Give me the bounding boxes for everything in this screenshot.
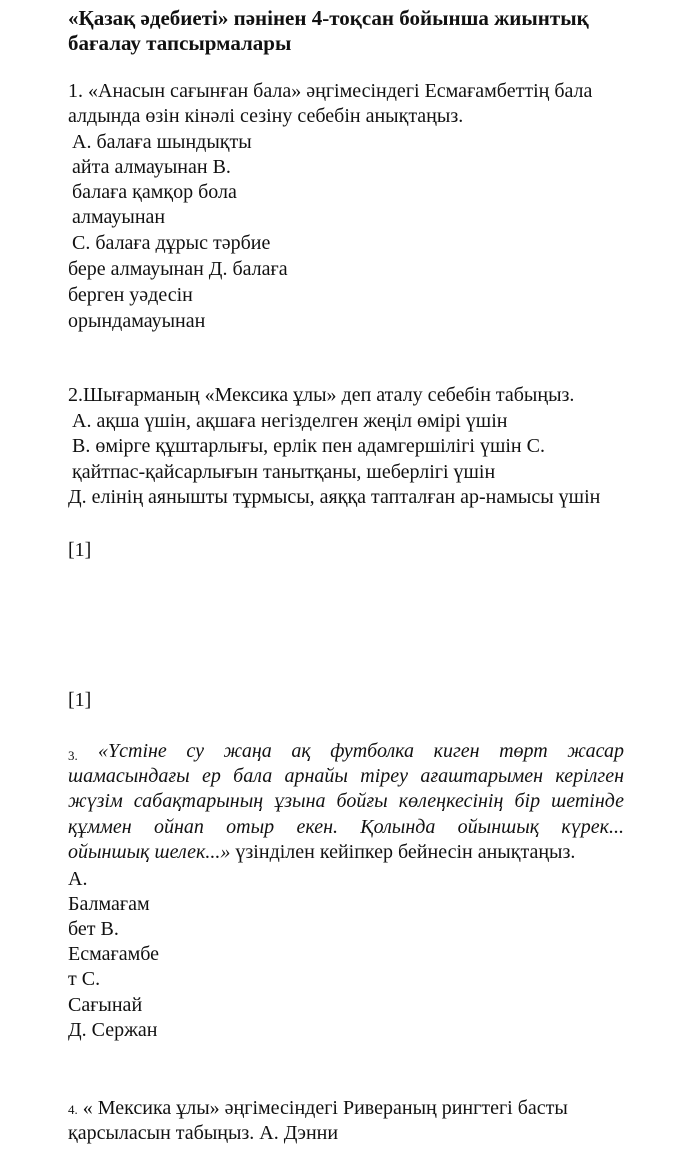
- q3-option-line: Балмағам: [68, 893, 150, 915]
- q1-option-line: бере алмауынан Д. балаға: [68, 258, 288, 280]
- q1-text-line-1: 1. «Анасын сағынған бала» әңгімесіндегі Есмағамбеттің бала: [68, 80, 593, 102]
- q1-text-line-2: алдында өзін кінәлі сезіну себебін анықтаңыз.: [68, 105, 464, 127]
- q1-option-line: айта алмауынан В.: [72, 156, 231, 178]
- q3-option-line: Д. Сержан: [68, 1019, 158, 1041]
- q2-option-line: В. өмірге құштарлығы, ерлік пен адамгершілігі үшін С.: [72, 435, 545, 457]
- q3-quote-line-4: құммен ойнап отыр екен. Қолында ойыншық күрек...: [68, 816, 624, 838]
- q1-option-line: орындамауынан: [68, 310, 206, 332]
- q1-option-line: алмауынан: [72, 206, 166, 228]
- q2-mark-2: [1]: [68, 689, 92, 711]
- q2-mark-1: [1]: [68, 539, 92, 561]
- q4-number: 4.: [68, 1102, 78, 1117]
- q3-option-line: Сағынай: [68, 994, 143, 1016]
- q3-question-text: үзінділен кейіпкер бейнесін анықтаңыз.: [230, 841, 576, 863]
- q1-option-line: С. балаға дұрыс тәрбие: [72, 232, 271, 254]
- q3-quote-line-3: жүзім сабақтарының ұзына бойғы көлеңкесінің бір шетінде: [68, 790, 624, 812]
- q3-quote-line-5: [68, 840, 575, 865]
- q2-option-line: Д. елінің аянышты тұрмысы, аяққа тапталған ар-намысы үшін: [68, 486, 601, 508]
- q4-text: « Мексика ұлы» әңгімесіндегі Ривераның рингтегі басты: [82, 1097, 568, 1119]
- q3-quote-end: ойыншық шелек...»: [68, 841, 231, 863]
- q2-option-line: қайтпас-қайсарлығын танытқаны, шеберлігі үшін: [72, 461, 496, 483]
- q1-option-line: балаға қамқор бола: [72, 181, 237, 203]
- q1-option-line: А. балаға шындықты: [72, 131, 252, 153]
- q4-text-line-1: [68, 1096, 568, 1122]
- q2-text-line-1: 2.Шығарманың «Мексика ұлы» деп аталу себебін табыңыз.: [68, 384, 575, 406]
- title-line-2: бағалау тапсырмалары: [68, 31, 292, 55]
- title-line-1: «Қазақ әдебиеті» пәнінен 4-тоқсан бойынша жиынтық: [68, 6, 589, 30]
- q3-option-line: т С.: [68, 968, 101, 990]
- q4-text-line-2: қарсыласын табыңыз. А. Дэнни: [68, 1122, 339, 1144]
- q3-option-line: А.: [68, 868, 88, 890]
- q2-option-line: А. ақша үшін, ақшаға негізделген жеңіл өмірі үшін: [72, 410, 508, 432]
- q1-option-line: берген уәдесін: [68, 284, 193, 306]
- q3-quote-line-1: «Үстіне су жаңа ақ футболка киген төрт жасар: [98, 740, 624, 762]
- q3-option-line: Есмағамбе: [68, 943, 160, 965]
- q3-option-line: бет В.: [68, 918, 119, 940]
- q3-quote-line-2: шамасындағы ер бала арнайы тірeу ағаштарымен керілген: [68, 765, 624, 787]
- q3-number: 3.: [68, 748, 78, 763]
